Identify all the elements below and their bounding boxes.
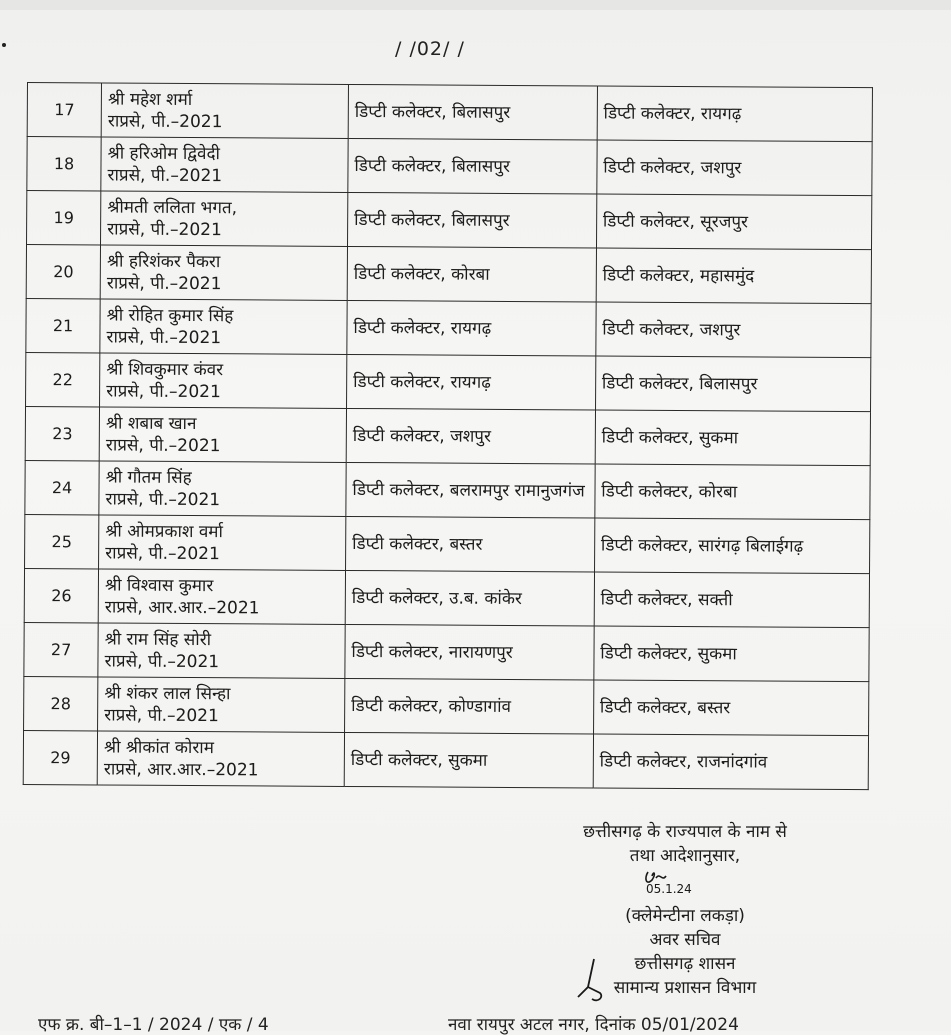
new-posting: डिप्टी कलेक्टर, जशपुर bbox=[597, 140, 873, 196]
signature-block bbox=[520, 820, 850, 1000]
current-posting: डिप्टी कलेक्टर, जशपुर bbox=[346, 408, 595, 464]
table-row bbox=[26, 352, 871, 411]
top-edge bbox=[0, 0, 951, 10]
officer-cell bbox=[97, 731, 344, 787]
officer-name: श्री ओमप्रकाश वर्मा bbox=[105, 520, 223, 542]
service-batch: राप्रसे, पी.–2021 bbox=[105, 542, 220, 564]
table-row bbox=[26, 298, 871, 357]
service-batch: राप्रसे, पी.–2021 bbox=[106, 380, 221, 402]
new-posting: डिप्टी कलेक्टर, महासमुंद bbox=[596, 248, 872, 304]
officer-name: श्रीमती ललिता भगत, bbox=[107, 196, 238, 218]
table-row bbox=[25, 460, 870, 519]
serial-number: 26 bbox=[24, 568, 98, 622]
current-posting: डिप्टी कलेक्टर, बिलासपुर bbox=[348, 84, 597, 140]
service-batch: राप्रसे, आर.आर.–2021 bbox=[103, 758, 259, 780]
service-batch: राप्रसे, पी.–2021 bbox=[107, 164, 223, 186]
serial-number: 24 bbox=[25, 460, 99, 514]
service-batch: राप्रसे, पी.–2021 bbox=[104, 650, 220, 672]
officer-name: श्री महेश शर्मा bbox=[107, 88, 193, 110]
signature-line-2: तथा आदेशानुसार, bbox=[629, 846, 741, 866]
officer-name: श्री गौतम सिंह bbox=[105, 466, 192, 488]
officer-name: श्री श्रीकांत कोराम bbox=[104, 736, 214, 758]
officer-name: श्री रोहित कुमार सिंह bbox=[106, 304, 234, 326]
officer-name: श्री शबाब खान bbox=[105, 412, 197, 434]
current-posting: डिप्टी कलेक्टर, कोरबा bbox=[347, 246, 596, 302]
serial-number: 21 bbox=[26, 298, 100, 352]
service-batch: राप्रसे, पी.–2021 bbox=[105, 434, 221, 456]
government-name: छत्तीसगढ़ शासन bbox=[634, 954, 736, 974]
table-row bbox=[25, 406, 870, 465]
serial-number: 20 bbox=[26, 245, 100, 299]
service-batch: राप्रसे, पी.–2021 bbox=[105, 488, 221, 510]
new-posting: डिप्टी कलेक्टर, सूरजपुर bbox=[596, 194, 872, 250]
new-posting: डिप्टी कलेक्टर, सुकमा bbox=[594, 626, 870, 682]
officer-name: श्री हरिशंकर पैकरा bbox=[106, 250, 221, 272]
service-batch: राप्रसे, पी.–2021 bbox=[106, 272, 222, 294]
current-posting: डिप्टी कलेक्टर, कोण्डागांव bbox=[344, 678, 593, 734]
transfer-table bbox=[23, 82, 873, 790]
officer-cell bbox=[101, 83, 348, 139]
current-posting: डिप्टी कलेक्टर, बलरामपुर रामानुजगंज bbox=[346, 462, 595, 518]
officer-cell bbox=[98, 569, 345, 625]
officer-cell bbox=[100, 245, 347, 301]
new-posting: डिप्टी कलेक्टर, सारंगढ़ बिलाईगढ़ bbox=[594, 518, 870, 574]
officer-cell bbox=[101, 191, 348, 247]
officer-name: (क्लेमेन्टीना लकड़ा) bbox=[625, 906, 745, 926]
serial-number: 17 bbox=[27, 83, 101, 137]
serial-number: 18 bbox=[27, 137, 101, 191]
officer-name: श्री शंकर लाल सिन्हा bbox=[104, 682, 231, 704]
department-name: सामान्य प्रशासन विभाग bbox=[613, 978, 757, 998]
serial-number: 22 bbox=[26, 352, 100, 406]
place-and-date: नवा रायपुर अटल नगर, दिनांक 05/01/2024 bbox=[448, 1015, 739, 1035]
serial-number: 28 bbox=[24, 676, 98, 730]
officer-cell bbox=[100, 299, 347, 355]
new-posting: डिप्टी कलेक्टर, सक्ती bbox=[594, 572, 870, 628]
serial-number: 27 bbox=[24, 622, 98, 676]
table-row bbox=[27, 137, 872, 196]
new-posting: डिप्टी कलेक्टर, रायगढ़ bbox=[597, 86, 873, 142]
signature-space bbox=[520, 868, 850, 904]
service-batch: राप्रसे, आर.आर.–2021 bbox=[104, 596, 260, 618]
new-posting: डिप्टी कलेक्टर, बिलासपुर bbox=[595, 356, 871, 412]
officer-cell bbox=[98, 677, 345, 733]
officer-name: श्री राम सिंह सोरी bbox=[104, 628, 212, 650]
service-batch: राप्रसे, पी.–2021 bbox=[104, 704, 219, 726]
officer-cell bbox=[99, 461, 346, 517]
current-posting: डिप्टी कलेक्टर, रायगढ़ bbox=[347, 300, 596, 356]
officer-name: श्री विश्वास कुमार bbox=[105, 574, 214, 596]
officer-cell bbox=[99, 515, 346, 571]
current-posting: डिप्टी कलेक्टर, रायगढ़ bbox=[346, 354, 595, 410]
table-row bbox=[23, 730, 868, 789]
new-posting: डिप्टी कलेक्टर, कोरबा bbox=[595, 464, 871, 520]
officer-cell bbox=[98, 623, 345, 679]
current-posting: डिप्टी कलेक्टर, नारायणपुर bbox=[345, 624, 594, 680]
table-row bbox=[24, 568, 869, 627]
current-posting: डिप्टी कलेक्टर, बस्तर bbox=[345, 516, 594, 572]
initial-mark bbox=[574, 957, 606, 1005]
new-posting: डिप्टी कलेक्टर, सुकमा bbox=[595, 410, 871, 466]
officer-cell bbox=[100, 353, 347, 409]
table-row bbox=[27, 191, 872, 250]
officer-cell bbox=[99, 407, 346, 463]
serial-number: 23 bbox=[25, 406, 99, 460]
page-number: / /02/ / bbox=[395, 38, 465, 60]
table-row bbox=[25, 514, 870, 573]
signature-line-1: छत्तीसगढ़ के राज्यपाल के नाम से bbox=[583, 822, 787, 842]
new-posting: डिप्टी कलेक्टर, राजनांदगांव bbox=[593, 734, 869, 790]
signature-date: 05.1.24 bbox=[646, 882, 692, 894]
serial-number: 19 bbox=[27, 191, 101, 245]
new-posting: डिप्टी कलेक्टर, जशपुर bbox=[596, 302, 872, 358]
officer-cell bbox=[101, 137, 348, 193]
table-row bbox=[24, 622, 869, 681]
reference-number: एफ क्र. बी–1–1 / 2024 / एक / 4 bbox=[38, 1015, 269, 1035]
current-posting: डिप्टी कलेक्टर, उ.ब. कांकेर bbox=[345, 570, 594, 626]
service-batch: राप्रसे, पी.–2021 bbox=[107, 218, 222, 240]
table-row bbox=[26, 245, 871, 304]
service-batch: राप्रसे, पी.–2021 bbox=[107, 110, 223, 132]
table-row bbox=[24, 676, 869, 735]
officer-name: श्री हरिओम द्विवेदी bbox=[107, 142, 221, 164]
service-batch: राप्रसे, पी.–2021 bbox=[106, 326, 222, 348]
officer-designation: अवर सचिव bbox=[649, 930, 721, 950]
serial-number: 25 bbox=[25, 514, 99, 568]
serial-number: 29 bbox=[23, 730, 97, 784]
new-posting: डिप्टी कलेक्टर, बस्तर bbox=[593, 680, 869, 736]
margin-dot bbox=[2, 43, 6, 47]
current-posting: डिप्टी कलेक्टर, सुकमा bbox=[344, 732, 593, 788]
current-posting: डिप्टी कलेक्टर, बिलासपुर bbox=[347, 192, 596, 248]
table-row bbox=[27, 83, 872, 142]
officer-name: श्री शिवकुमार कंवर bbox=[106, 358, 224, 380]
current-posting: डिप्टी कलेक्टर, बिलासपुर bbox=[348, 138, 597, 194]
